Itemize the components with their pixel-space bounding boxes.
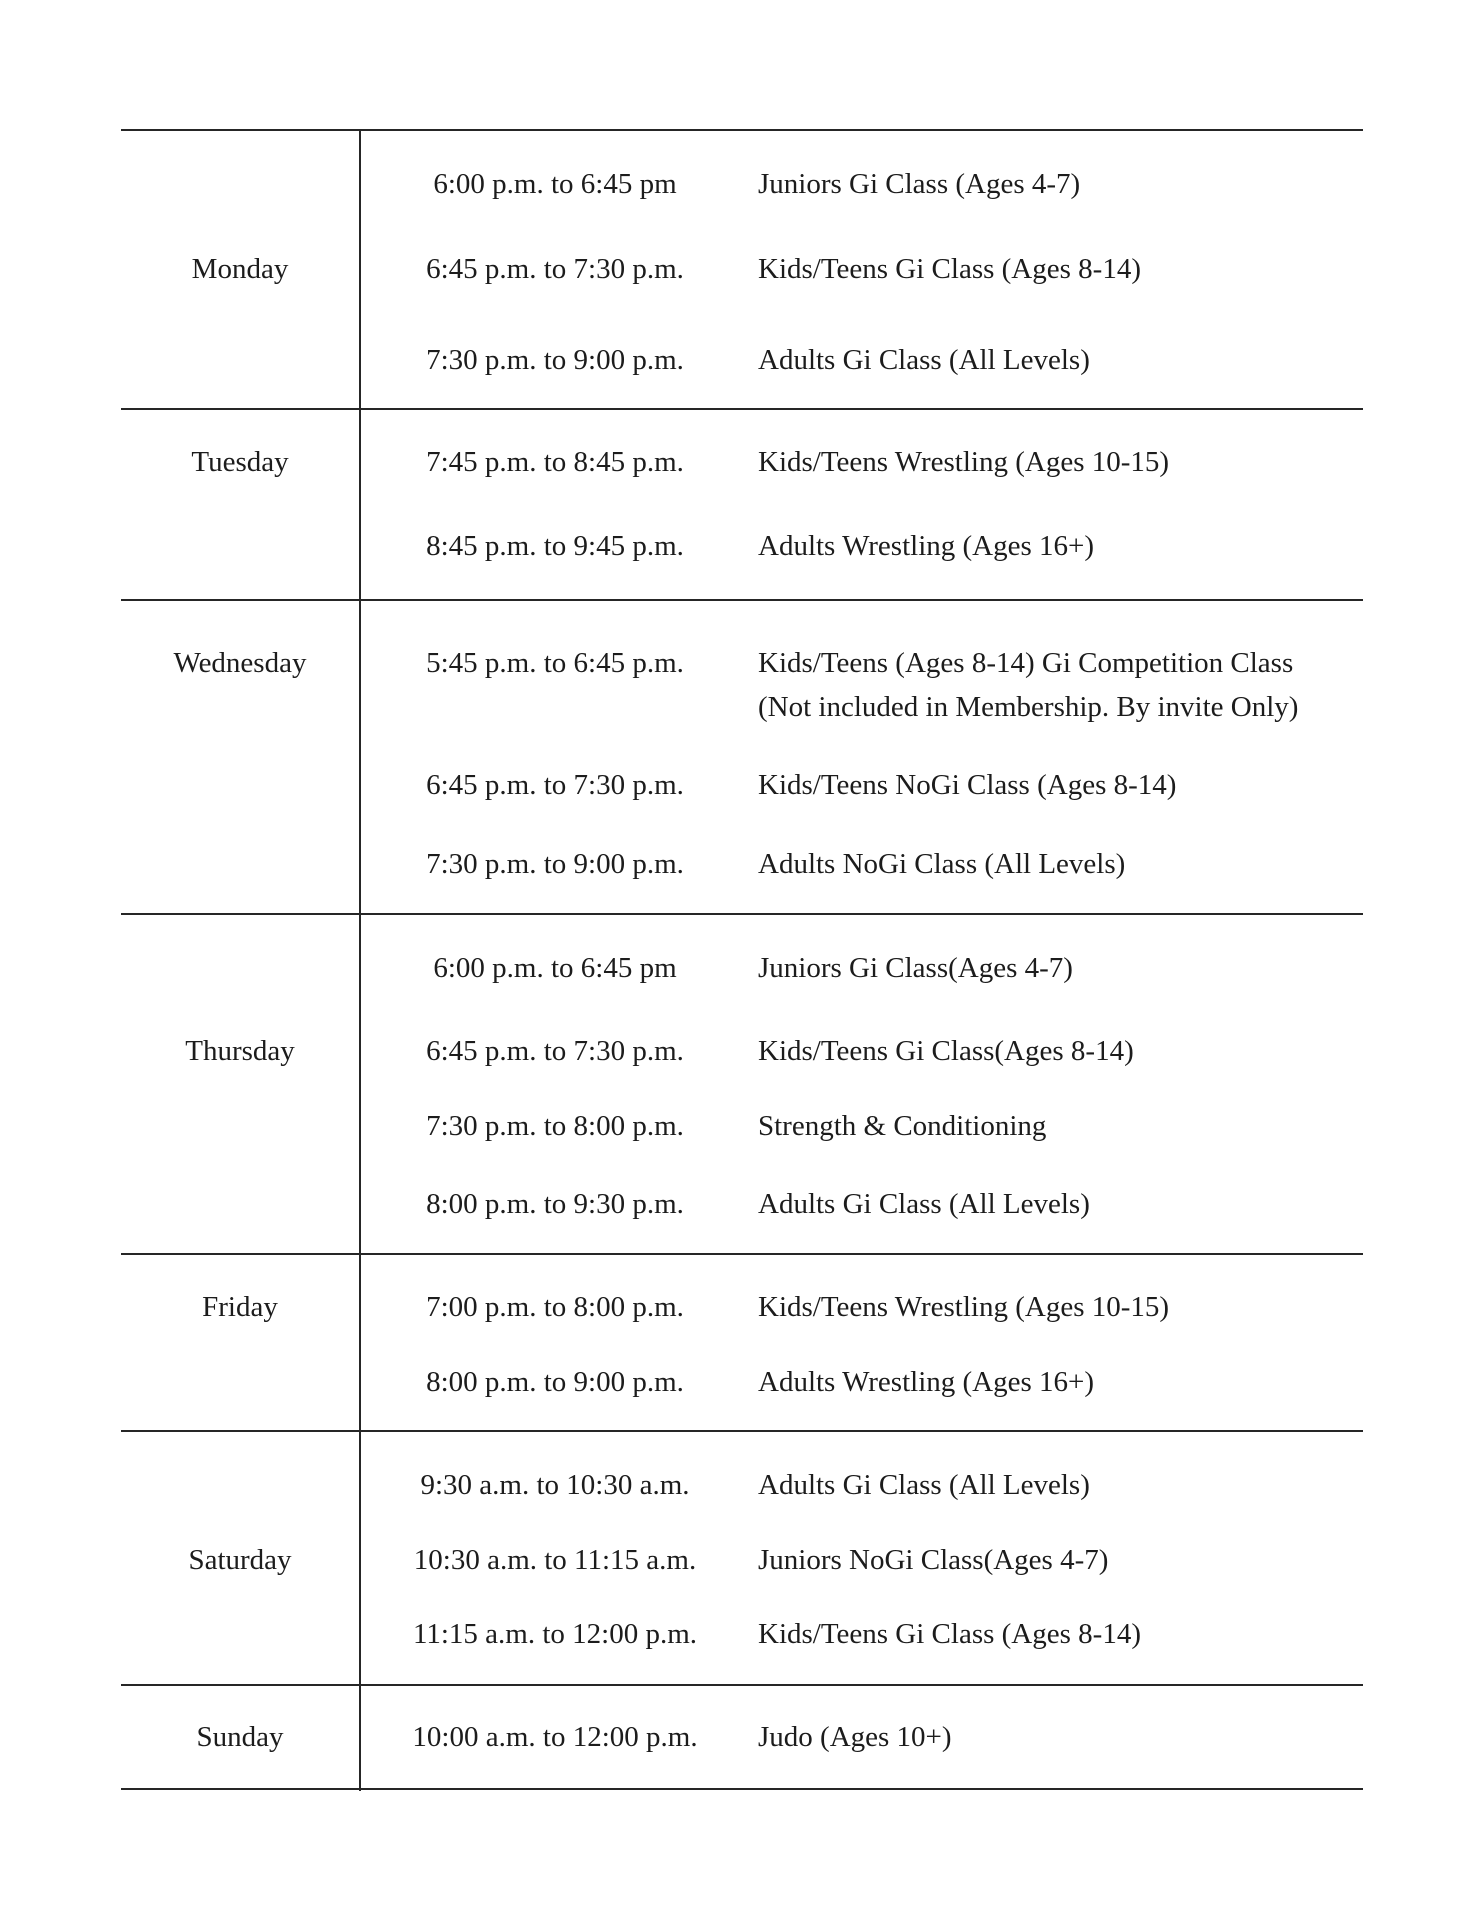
session-time: 5:45 p.m. to 6:45 p.m. xyxy=(426,647,684,679)
row-divider-saturday-sunday xyxy=(121,1684,1363,1686)
session-time: 10:30 a.m. to 11:15 a.m. xyxy=(413,1544,697,1576)
session-time: 8:45 p.m. to 9:45 p.m. xyxy=(426,530,684,562)
session-class: Judo (Ages 10+) xyxy=(758,1721,952,1753)
session-time: 7:45 p.m. to 8:45 p.m. xyxy=(426,446,684,478)
table-bottom-border xyxy=(121,1788,1363,1790)
day-label: Wednesday xyxy=(173,647,307,679)
session-class: Adults Wrestling (Ages 16+) xyxy=(758,1366,1095,1398)
session-time: 6:00 p.m. to 6:45 pm xyxy=(433,168,677,200)
session-class: Kids/Teens Gi Class(Ages 8-14) xyxy=(758,1035,1134,1067)
day-label: Thursday xyxy=(185,1035,295,1067)
row-divider-thursday-friday xyxy=(121,1253,1363,1255)
session-time: 6:45 p.m. to 7:30 p.m. xyxy=(426,253,684,285)
day-label: Friday xyxy=(202,1291,278,1323)
day-label: Tuesday xyxy=(191,446,289,478)
row-divider-wednesday-thursday xyxy=(121,913,1363,915)
session-class: Adults Gi Class (All Levels) xyxy=(758,1188,1090,1220)
session-time: 11:15 a.m. to 12:00 p.m. xyxy=(412,1618,698,1650)
row-divider-tuesday-wednesday xyxy=(121,599,1363,601)
row-divider-monday-tuesday xyxy=(121,408,1363,410)
session-class: Kids/Teens Wrestling (Ages 10-15) xyxy=(758,1291,1170,1323)
day-label: Monday xyxy=(191,253,289,285)
session-class-note: (Not included in Membership. By invite Only) xyxy=(758,691,1299,723)
session-time: 9:30 a.m. to 10:30 a.m. xyxy=(420,1469,690,1501)
session-time: 8:00 p.m. to 9:00 p.m. xyxy=(426,1366,684,1398)
session-class: Kids/Teens NoGi Class (Ages 8-14) xyxy=(758,769,1177,801)
session-class: Adults NoGi Class (All Levels) xyxy=(758,848,1126,880)
session-class: Juniors Gi Class(Ages 4-7) xyxy=(758,952,1073,984)
row-divider-friday-saturday xyxy=(121,1430,1363,1432)
session-time: 7:30 p.m. to 9:00 p.m. xyxy=(426,344,684,376)
day-label: Saturday xyxy=(188,1544,292,1576)
session-time: 7:30 p.m. to 9:00 p.m. xyxy=(426,848,684,880)
session-class: Kids/Teens (Ages 8-14) Gi Competition Class xyxy=(758,647,1294,679)
session-class: Adults Gi Class (All Levels) xyxy=(758,344,1090,376)
session-time: 8:00 p.m. to 9:30 p.m. xyxy=(426,1188,684,1220)
session-time: 6:45 p.m. to 7:30 p.m. xyxy=(426,1035,684,1067)
session-class: Juniors Gi Class (Ages 4-7) xyxy=(758,168,1081,200)
session-time: 7:00 p.m. to 8:00 p.m. xyxy=(426,1291,684,1323)
session-time: 6:45 p.m. to 7:30 p.m. xyxy=(426,769,684,801)
day-label: Sunday xyxy=(196,1721,284,1753)
session-class: Kids/Teens Gi Class (Ages 8-14) xyxy=(758,1618,1141,1650)
session-class: Juniors NoGi Class(Ages 4-7) xyxy=(758,1544,1109,1576)
session-time: 6:00 p.m. to 6:45 pm xyxy=(433,952,677,984)
session-class: Adults Gi Class (All Levels) xyxy=(758,1469,1090,1501)
session-class: Strength & Conditioning xyxy=(758,1110,1047,1142)
table-top-border xyxy=(121,129,1363,131)
session-time: 7:30 p.m. to 8:00 p.m. xyxy=(426,1110,684,1142)
session-time: 10:00 a.m. to 12:00 p.m. xyxy=(412,1721,698,1753)
session-class: Kids/Teens Wrestling (Ages 10-15) xyxy=(758,446,1170,478)
session-class: Kids/Teens Gi Class (Ages 8-14) xyxy=(758,253,1141,285)
session-class: Adults Wrestling (Ages 16+) xyxy=(758,530,1095,562)
